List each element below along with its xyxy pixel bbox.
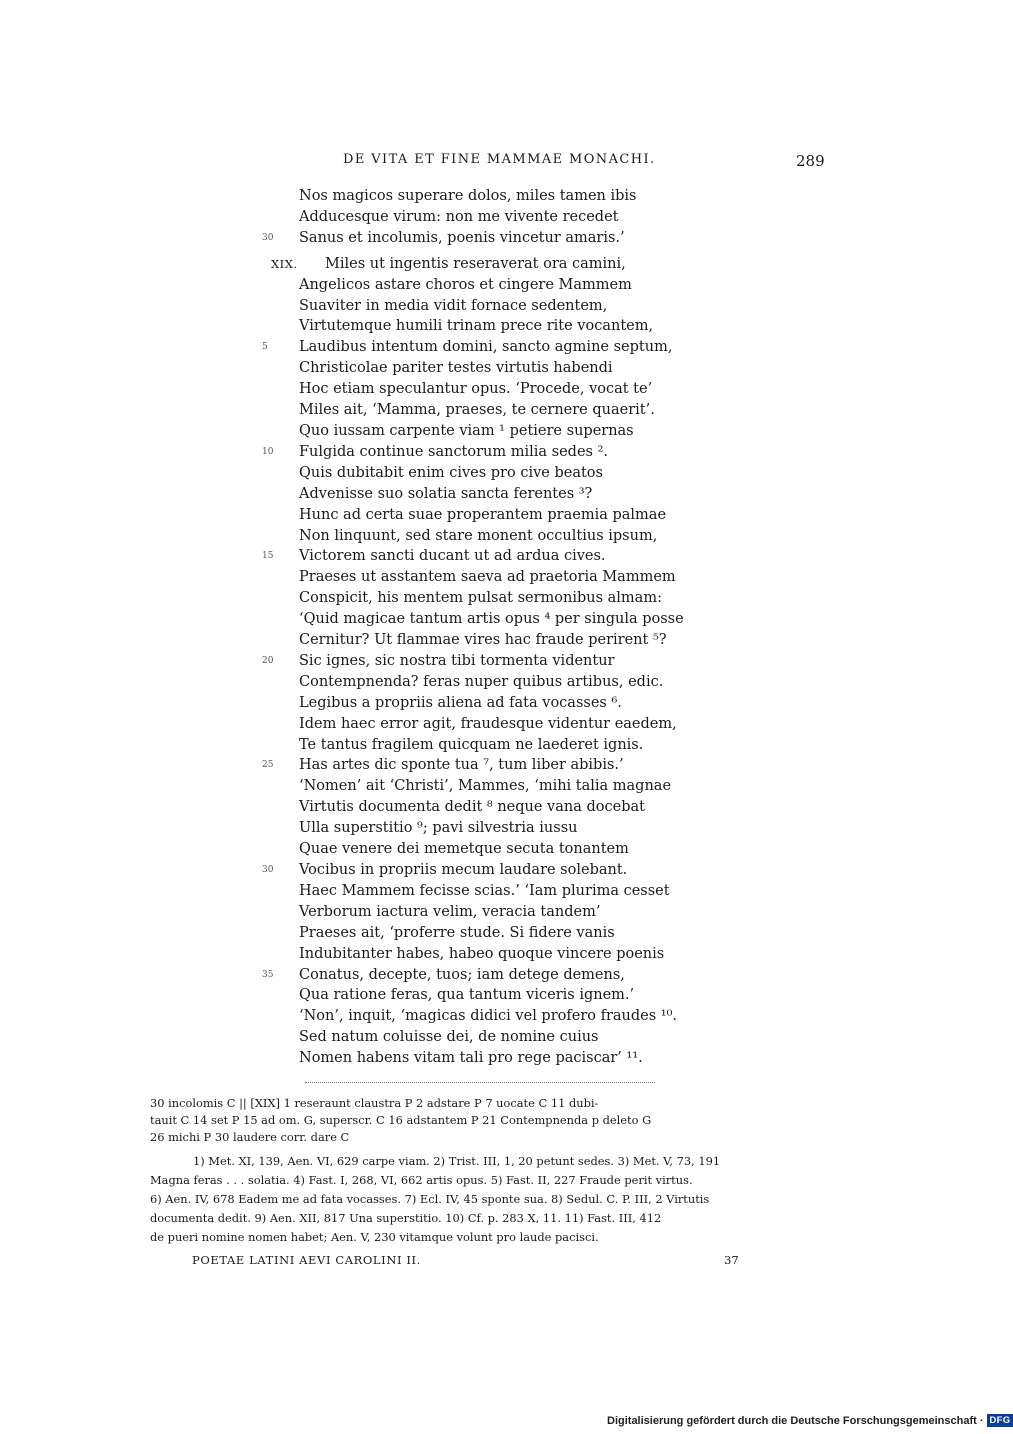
verse-text: Hunc ad certa suae properantem praemia palmae bbox=[299, 506, 667, 523]
note-line: Magna feras . . . solatia. 4) Fast. I, 268, VI, 662 artis opus. 5) Fast. II, 227 Fraude perit virtus. bbox=[150, 1173, 693, 1187]
verse-text: Vocibus in propriis mecum laudare solebant. bbox=[299, 862, 628, 878]
verse-text: Te tantus fragilem quicquam ne laederet ignis. bbox=[299, 736, 644, 753]
line-number: 10 bbox=[262, 446, 274, 457]
verse-line bbox=[262, 442, 822, 463]
line-number: 15 bbox=[262, 551, 274, 562]
verse-line bbox=[262, 693, 822, 714]
note-line: documenta dedit. 9) Aen. XII, 817 Una superstitio. 10) Cf. p. 283 X, 11. 11) Fast. III, 412 bbox=[150, 1211, 662, 1225]
verse-text: Virtutis documenta dedit ⁸ neque vana docebat bbox=[299, 799, 645, 816]
verse-text: Idem haec error agit, fraudesque videntur eaedem, bbox=[299, 715, 677, 732]
page-number: 289 bbox=[796, 152, 825, 170]
verse-line bbox=[262, 316, 822, 337]
verse-line bbox=[262, 1048, 822, 1069]
verse-line bbox=[262, 651, 822, 672]
section-number: XIX. bbox=[271, 256, 298, 271]
note-line: 6) Aen. IV, 678 Eadem me ad fata vocasses. 7) Ecl. IV, 45 sponte sua. 8) Sedul. C. P. III, 2 Virtutis bbox=[150, 1192, 710, 1206]
verse-line bbox=[262, 463, 822, 484]
verse-line bbox=[262, 400, 822, 421]
signature-line: POETAE LATINI AEVI CAROLINI II. bbox=[192, 1253, 421, 1267]
verse-text: Quo iussam carpente viam ¹ petiere supernas bbox=[299, 422, 634, 439]
verse-line bbox=[262, 735, 822, 756]
sheet-number: 37 bbox=[724, 1253, 739, 1267]
verse-line bbox=[262, 505, 822, 526]
verse-line bbox=[262, 944, 822, 965]
verse-text: Virtutemque humili trinam prece rite vocantem, bbox=[299, 318, 654, 335]
verse-text: Verborum iactura velim, veracia tandem’ bbox=[299, 903, 601, 920]
verse-text: Legibus a propriis aliena ad fata vocasses ⁶. bbox=[299, 694, 622, 711]
verse-line bbox=[262, 484, 822, 505]
verse-text: Victorem sancti ducant ut ad ardua cives. bbox=[299, 548, 606, 565]
line-number: 30 bbox=[262, 865, 274, 875]
footnote-rule bbox=[305, 1082, 655, 1083]
verse-text: Quae venere dei memetque secuta tonantem bbox=[299, 841, 629, 858]
page-title: DE VITA ET FINE MAMMAE MONACHI. bbox=[343, 152, 656, 167]
verse-line bbox=[262, 965, 822, 986]
note-line: de pueri nomine nomen habet; Aen. V, 230 vitamque volunt pro laude pacisci. bbox=[150, 1230, 599, 1244]
verse-text: Sed natum coluisse dei, de nomine cuius bbox=[299, 1029, 599, 1046]
verse-line bbox=[262, 797, 822, 818]
verse-line bbox=[262, 207, 822, 228]
verse-line bbox=[262, 672, 822, 693]
credit-text: Digitalisierung gefördert durch die Deutsche Forschungsgemeinschaft · bbox=[607, 1415, 984, 1427]
verse-text: Sanus et incolumis, poenis vincetur amaris.’ bbox=[299, 229, 625, 246]
verse-text: Suaviter in media vidit fornace sedentem, bbox=[299, 297, 608, 314]
verse-line bbox=[262, 1027, 822, 1048]
verse-text: Sic ignes, sic nostra tibi tormenta videntur bbox=[299, 652, 615, 669]
verse-text: Praeses ut asstantem saeva ad praetoria Mammem bbox=[299, 569, 676, 586]
verse-block bbox=[262, 186, 822, 1069]
verse-line bbox=[262, 275, 822, 296]
verse-line bbox=[262, 588, 822, 609]
verse-text: Non linquunt, sed stare monent occultius ipsum, bbox=[299, 527, 658, 544]
verse-text: Praeses ait, ‘proferre stude. Si fidere vanis bbox=[299, 924, 615, 941]
verse-line bbox=[262, 186, 822, 207]
verse-text: ‘Quid magicae tantum artis opus ⁴ per singula posse bbox=[299, 611, 684, 628]
apparatus-line: 30 incolomis C || [XIX] 1 reseraunt claustra P 2 adstare P 7 uocate C 11 dubi- bbox=[150, 1096, 599, 1110]
verse-text: ‘Non’, inquit, ‘magicas didici vel profero fraudes ¹⁰. bbox=[299, 1008, 678, 1025]
verse-line bbox=[262, 860, 822, 881]
verse-text: Angelicos astare choros et cingere Mammem bbox=[299, 276, 632, 293]
verse-text: ‘Nomen’ ait ‘Christi’, Mammes, ‘mihi talia magnae bbox=[299, 778, 672, 795]
verse-text: Laudibus intentum domini, sancto agmine septum, bbox=[299, 339, 673, 356]
verse-line bbox=[262, 902, 822, 923]
verse-text: Nos magicos superare dolos, miles tamen ibis bbox=[299, 188, 637, 204]
verse-line bbox=[262, 567, 822, 588]
verse-line bbox=[262, 254, 822, 275]
verse-line bbox=[262, 1006, 822, 1027]
verse-line bbox=[262, 337, 822, 358]
verse-text: Advenisse suo solatia sancta ferentes ³? bbox=[299, 485, 593, 502]
verse-line bbox=[262, 546, 822, 567]
verse-text: Fulgida continue sanctorum milia sedes ². bbox=[299, 443, 609, 460]
dfg-logo: DFG bbox=[987, 1414, 1013, 1427]
verse-text: Indubitanter habes, habeo quoque vincere poenis bbox=[299, 945, 665, 962]
apparatus-line: 26 michi P 30 laudere corr. dare C bbox=[150, 1129, 350, 1144]
running-head bbox=[0, 152, 1000, 172]
verse-line bbox=[262, 776, 822, 797]
verse-line bbox=[262, 755, 822, 776]
verse-line bbox=[262, 526, 822, 547]
verse-line bbox=[262, 923, 822, 944]
line-number: 35 bbox=[262, 969, 274, 980]
verse-text: Cernitur? Ut flammae vires hac fraude perirent ⁵? bbox=[299, 632, 667, 649]
page-footer bbox=[150, 1253, 822, 1273]
verse-line bbox=[262, 421, 822, 442]
critical-apparatus bbox=[150, 1095, 822, 1145]
verse-text: Contempnenda? feras nuper quibus artibus, edic. bbox=[299, 673, 664, 690]
verse-line bbox=[262, 296, 822, 317]
verse-text: Haec Mammem fecisse scias.’ ‘Iam plurima cesset bbox=[299, 882, 670, 899]
verse-text: Qua ratione feras, qua tantum viceris ignem.’ bbox=[299, 987, 635, 1004]
verse-line bbox=[262, 630, 822, 651]
verse-line bbox=[262, 839, 822, 860]
source-notes bbox=[150, 1152, 822, 1247]
verse-text: Miles ut ingentis reseraverat ora camini, bbox=[325, 255, 626, 272]
verse-line bbox=[262, 985, 822, 1006]
verse-line bbox=[262, 358, 822, 379]
verse-text: Ulla superstitio ⁹; pavi silvestria iussu bbox=[299, 820, 578, 837]
verse-line bbox=[262, 379, 822, 400]
digitization-credit bbox=[607, 1414, 1013, 1430]
verse-line bbox=[262, 228, 822, 249]
note-line: 1) Met. XI, 139, Aen. VI, 629 carpe viam. 2) Trist. III, 1, 20 petunt sedes. 3) Met. V, 73, 191 bbox=[193, 1154, 721, 1168]
verse-line bbox=[262, 818, 822, 839]
line-number: 5 bbox=[262, 342, 268, 353]
verse-text: Nomen habens vitam tali pro rege paciscar’ ¹¹. bbox=[299, 1050, 643, 1067]
verse-line bbox=[262, 881, 822, 902]
line-number: 25 bbox=[262, 760, 274, 771]
apparatus-line: tauit C 14 set P 15 ad om. G, superscr. C 16 adstantem P 21 Contempnenda p deleto G bbox=[150, 1112, 652, 1127]
verse-text: Quis dubitabit enim cives pro cive beatos bbox=[299, 464, 603, 481]
verse-text: Conspicit, his mentem pulsat sermonibus almam: bbox=[299, 590, 662, 607]
verse-text: Has artes dic sponte tua ⁷, tum liber abibis.’ bbox=[299, 757, 624, 774]
verse-line bbox=[262, 609, 822, 630]
verse-text: Hoc etiam speculantur opus. ‘Procede, vocat te’ bbox=[299, 381, 653, 398]
line-number: 20 bbox=[262, 655, 274, 666]
line-number: 30 bbox=[262, 232, 274, 243]
verse-line bbox=[262, 714, 822, 735]
verse-text: Miles ait, ‘Mamma, praeses, te cernere quaerit’. bbox=[299, 402, 655, 419]
verse-text: Conatus, decepte, tuos; iam detege demens, bbox=[299, 966, 625, 983]
verse-text: Adducesque virum: non me vivente recedet bbox=[299, 208, 619, 225]
verse-text: Christicolae pariter testes virtutis habendi bbox=[299, 360, 613, 377]
